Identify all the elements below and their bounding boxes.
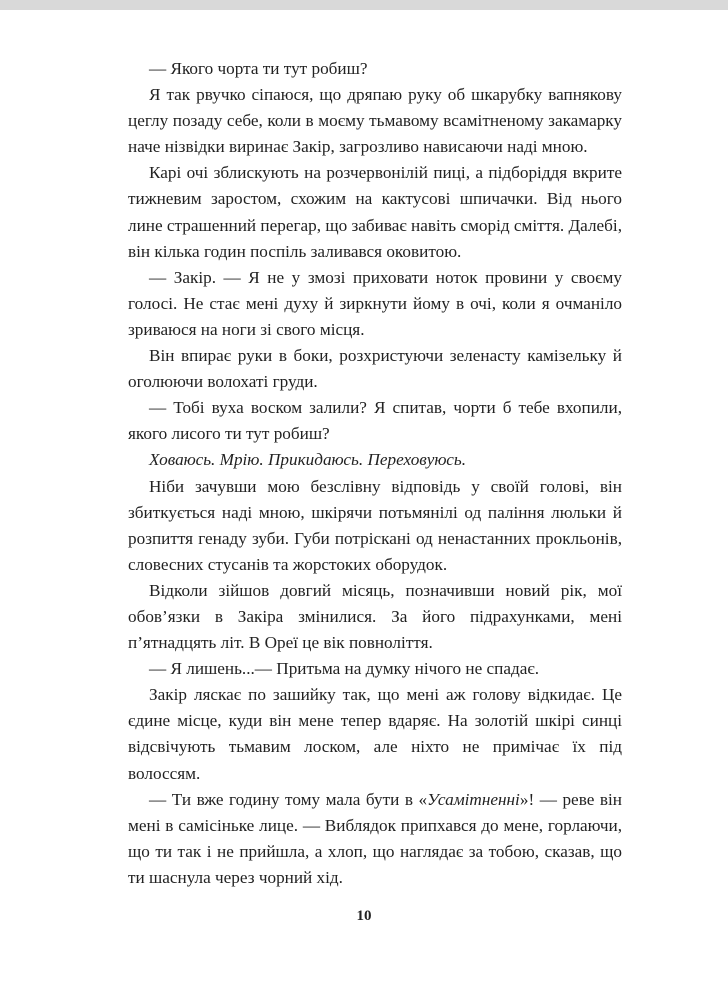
body-paragraph: Відколи зійшов довгий місяць, позначивши новий рік, мої обов’язки в Закіра змінилися. За його підрахунками, мені п’ятнадцять літ. В Ореї це вік повноліття. (128, 580, 622, 653)
page-top-edge (0, 0, 728, 10)
dialogue-paragraph: — Я лишень...— Притьма на думку нічого не спадає. (149, 659, 539, 679)
body-paragraph: Закір ляскає по зашийку так, що мені аж голову відкидає. Це єдине місце, куди він мене тепер вдаряє. На золотій шкірі синці відсвічують тьмавим лоском, але ніхто не примічає їх під волоссям. (128, 685, 622, 783)
dialogue-text-end: »! — реве він мені в самісіньке лице. — Виблядок припхався до мене, горлаючи, що ти так і не прийшла, а хлоп, що наглядає за тобою, сказав, що ти шаснула через чорний хід. (128, 789, 622, 887)
body-paragraph: Він впирає руки в боки, розхристуючи зеленасту камізельку й оголюючи волохаті груди. (128, 346, 622, 392)
inner-thought-paragraph: Ховаюсь. Мрію. Прикидаюсь. Переховуюсь. (149, 450, 467, 470)
dialogue-text-start: — Ти вже годину тому мала бути в « (149, 789, 428, 809)
book-page-body (128, 56, 622, 891)
place-name-italic: Усамітненні (427, 789, 520, 809)
dialogue-paragraph: — Закір. — Я не у змозі приховати ноток провини у своєму голосі. Не стає мені духу й зиркнути йому в очі, коли я очманіло зриваюся на ноги зі свого місця. (128, 267, 622, 339)
body-paragraph: Ніби зачувши мою безслівну відповідь у своїй голові, він збиткується наді мною, шкірячи потьмянілі од паління люльки й розпиття генаду зуби. Губи потріскані од ненастанних прокльонів, словесних стусанів та жорстоких оборудок. (128, 476, 622, 574)
body-paragraph: Я так рвучко сіпаюся, що дряпаю руку об шкарубку вапнякову цеглу позаду себе, коли в моєму тьмавому всамітненому закамарку наче нізвідки виринає Закір, загрозливо нависаючи наді мною. (128, 85, 622, 157)
dialogue-paragraph (128, 787, 622, 891)
dialogue-paragraph: — Якого чорта ти тут робиш? (149, 59, 368, 78)
dialogue-paragraph: — Тобі вуха воском залили? Я спитав, чорти б тебе вхопили, якого лисого ти тут робиш? (128, 398, 622, 444)
body-paragraph: Карі очі зблискують на розчервонілій пиці, а підборіддя вкрите тижневим заростом, схожим на кактусові шпичачки. Від нього лине страшенний перегар, що забиває навіть сморід сміття. Далебі, він кілька годин поспіль заливався оковитою. (128, 163, 622, 261)
page-number: 10 (356, 908, 372, 924)
